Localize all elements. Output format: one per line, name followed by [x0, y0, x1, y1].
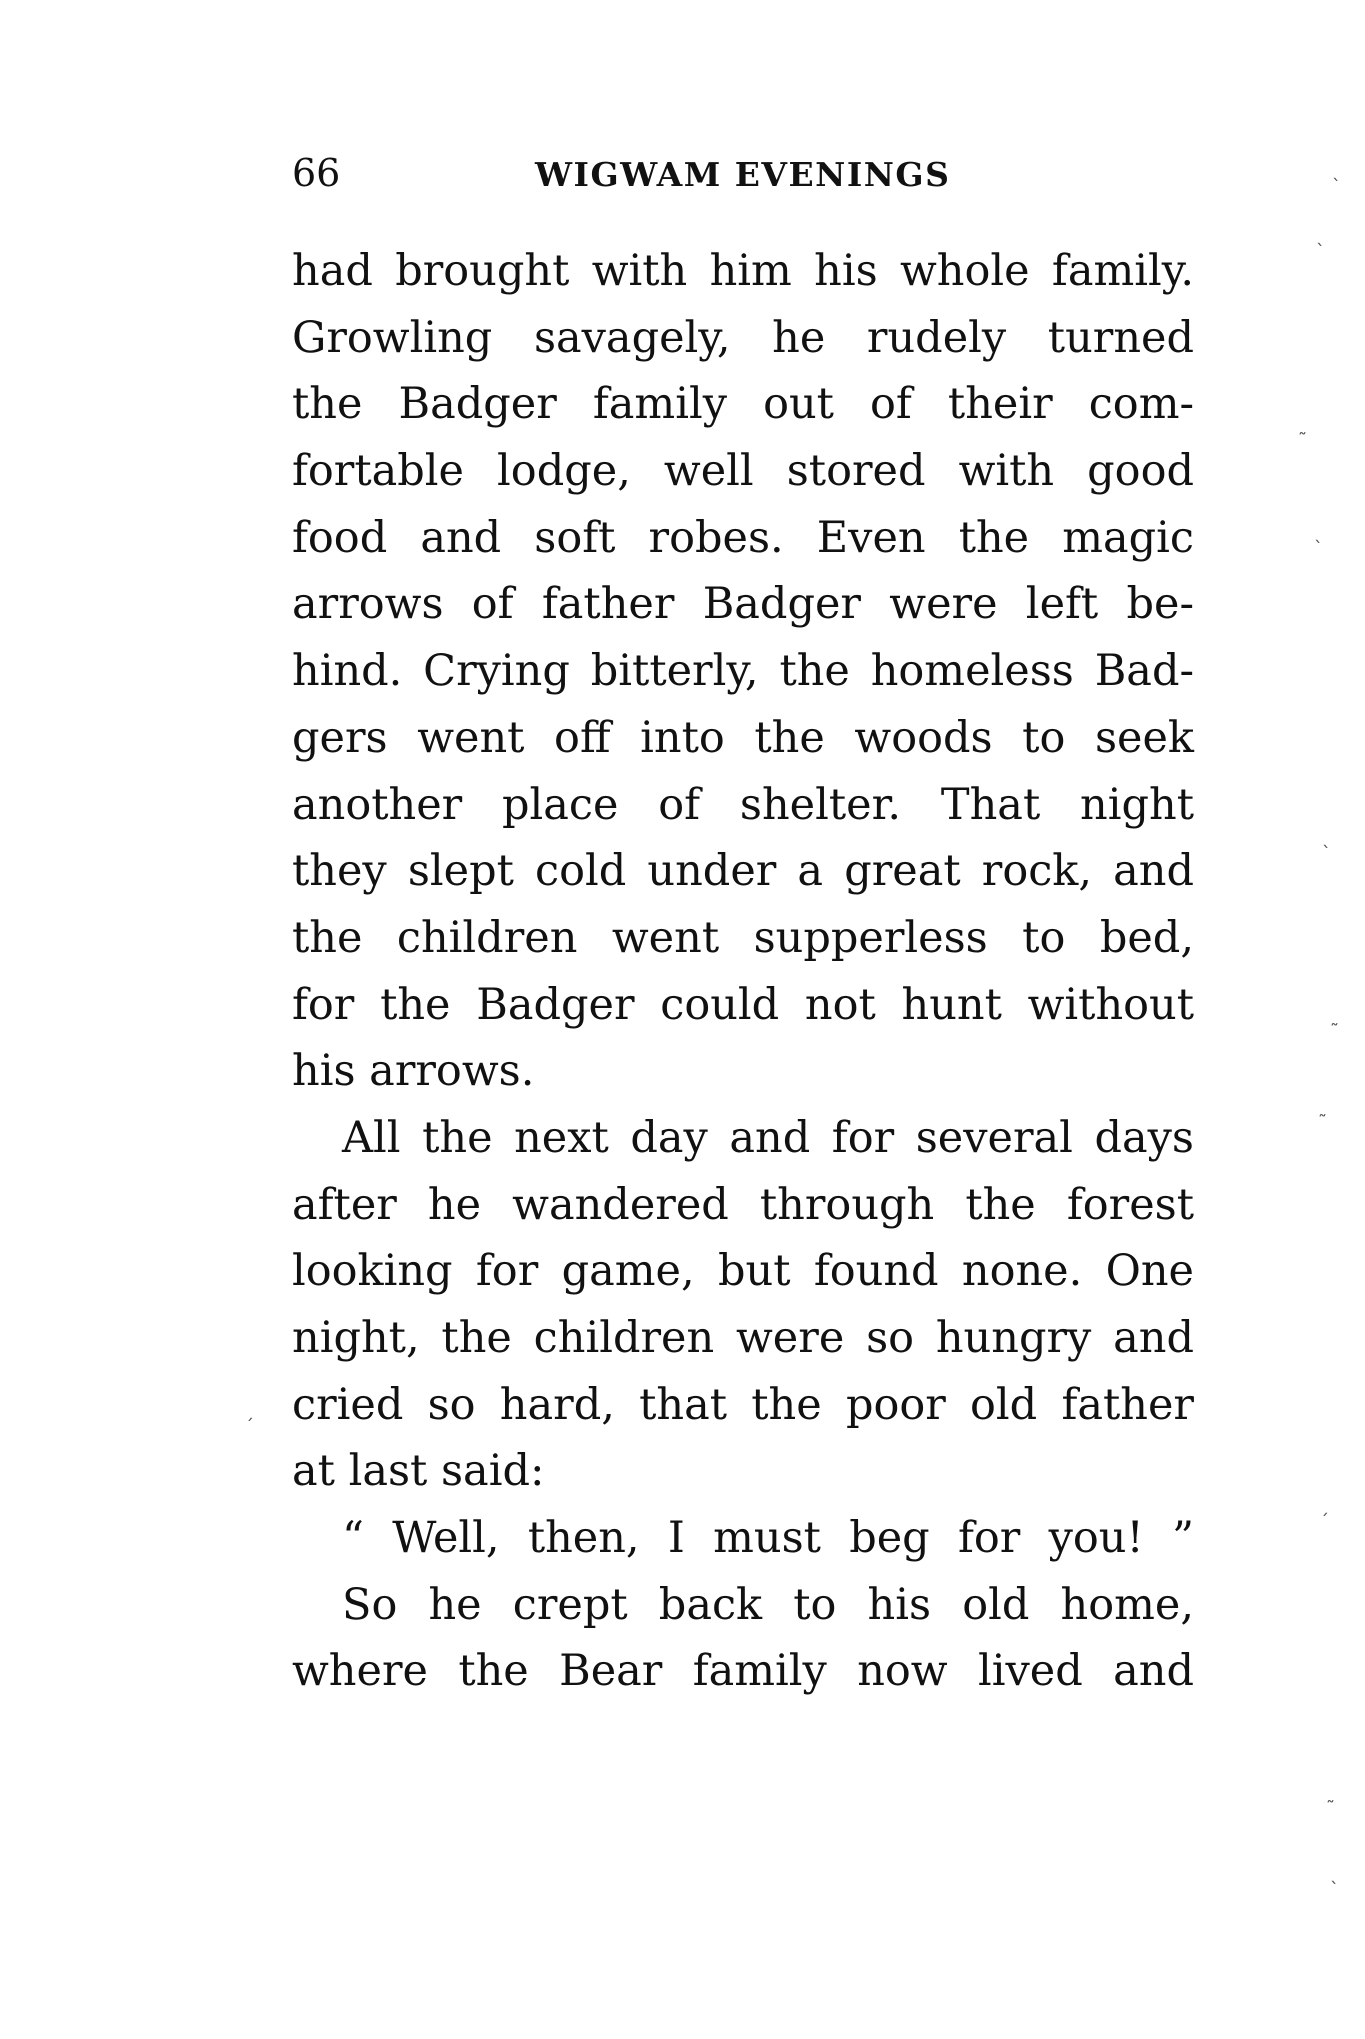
text-line: “ Well, then, I must beg for you! ”	[342, 1513, 1194, 1564]
text-line: Growling savagely, he rudely turned	[292, 312, 1194, 363]
text-line: they slept cold under a great rock, and	[292, 846, 1194, 897]
text-line: for the Badger could not hunt without	[292, 979, 1194, 1030]
text-line: cried so hard, that the poor old father	[292, 1379, 1194, 1430]
scan-speck: ˜	[1298, 430, 1307, 451]
scan-speck: ˏ	[245, 1401, 254, 1422]
scan-speck: ˜	[1326, 1798, 1335, 1819]
scan-speck: ˎ	[1332, 161, 1341, 182]
scan-speck: ˏ	[1320, 1496, 1329, 1517]
text-line: food and soft robes. Even the magic	[292, 512, 1194, 563]
running-head: WIGWAM EVENINGS	[535, 155, 951, 194]
text-line: night, the children were so hungry and	[292, 1313, 1194, 1363]
page-number: 66	[292, 151, 341, 195]
scan-speck: ˜	[1330, 1021, 1339, 1042]
text-line: the Badger family out of their com-	[292, 379, 1194, 430]
text-line: fortable lodge, well stored with good	[292, 446, 1194, 497]
text-line: the children went supperless to bed,	[292, 912, 1194, 963]
text-line: his arrows.	[292, 1046, 535, 1097]
scan-speck: ˎ	[1322, 828, 1331, 849]
text-line: after he wandered through the forest	[292, 1179, 1194, 1230]
text-line: looking for game, but found none. One	[292, 1246, 1194, 1297]
scan-speck: ˎ	[1330, 1864, 1339, 1885]
text-line: where the Bear family now lived and	[292, 1646, 1194, 1697]
text-line: hind. Crying bitterly, the homeless Bad-	[292, 646, 1194, 697]
text-line: had brought with him his whole family.	[292, 246, 1194, 296]
scan-speck: ˎ	[1316, 226, 1325, 247]
page-header	[292, 148, 1192, 198]
text-line: another place of shelter. That night	[292, 779, 1194, 830]
scan-speck: ˎ	[1314, 523, 1323, 544]
body-text	[292, 238, 1194, 1705]
text-line: arrows of father Badger were left be-	[292, 579, 1194, 630]
text-line: at last said:	[292, 1446, 545, 1497]
text-line: So he crept back to his old home,	[342, 1579, 1194, 1630]
text-line: gers went off into the woods to seek	[292, 712, 1194, 763]
scan-speck: ˜	[1318, 1112, 1327, 1133]
text-line: All the next day and for several days	[342, 1112, 1194, 1163]
